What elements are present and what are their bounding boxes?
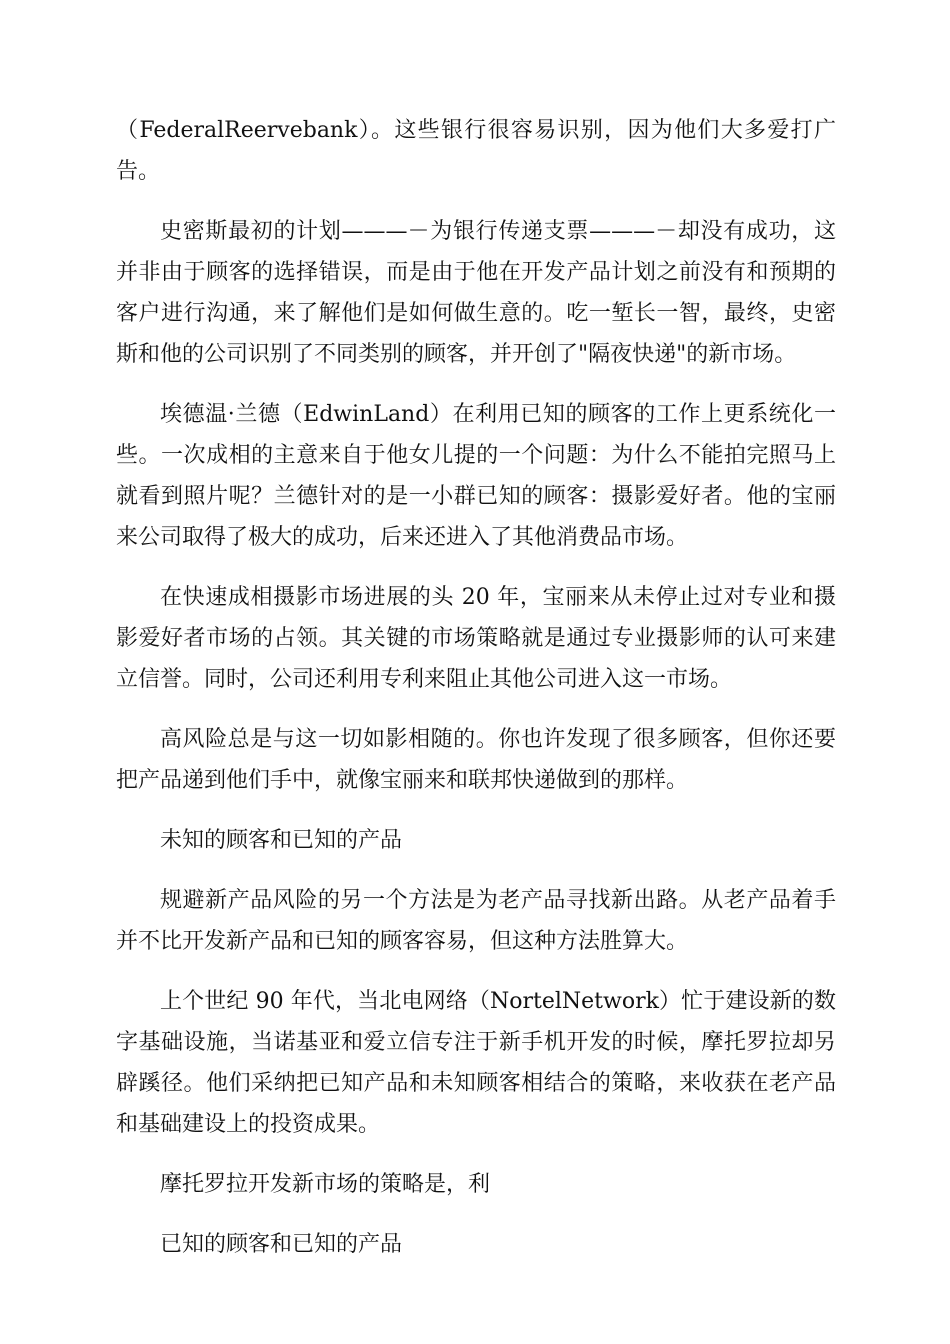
- paragraph-smith-initial-plan: 史密斯最初的计划———－为银行传递支票———－却没有成功，这并非由于顾客的选择错误，而是由于他在开发产品计划之前没有和预期的客户进行沟通，来了解他们是如何做生意的。吃一堑长一智，最终，史密斯和他的公司识别了不同类别的顾客，并开创了"隔夜快递"的新市场。: [116, 219, 836, 367]
- paragraph-polaroid-market: 在快速成相摄影市场进展的头 20 年，宝丽来从未停止过对专业和摄影爱好者市场的占领。其关键的市场策略就是通过专业摄影师的认可来建立信誉。同时，公司还利用专利来阻止其他公司进入这一市场。: [116, 585, 836, 692]
- section-heading-known-customers: 已知的顾客和已知的产品: [160, 1232, 403, 1257]
- paragraph-motorola-1990s: 上个世纪 90 年代，当北电网络（NortelNetwork）忙于建设新的数字基础设施，当诺基亚和爱立信专注于新手机开发的时候，摩托罗拉却另辟蹊径。他们采纳把已知产品和未知顾客相结合的策略，来收获在老产品和基础建设上的投资成果。: [116, 989, 836, 1137]
- paragraph-avoid-new-product-risk: 规避新产品风险的另一个方法是为老产品寻找新出路。从老产品着手并不比开发新产品和已知的顾客容易，但这种方法胜算大。: [116, 888, 836, 954]
- paragraph-federal-reserve-banks: （FederalReervebank）。这些银行很容易识别，因为他们大多爱打广告。: [116, 118, 836, 184]
- paragraph-motorola-strategy: 摩托罗拉开发新市场的策略是，利: [160, 1172, 491, 1197]
- document-body: [116, 110, 836, 1284]
- paragraph-edwin-land: 埃德温·兰德（EdwinLand）在利用已知的顾客的工作上更系统化一些。一次成相的主意来自于他女儿提的一个问题：为什么不能拍完照马上就看到照片呢？兰德针对的是一小群已知的顾客：摄影爱好者。他的宝丽来公司取得了极大的成功，后来还进入了其他消费品市场。: [116, 402, 836, 550]
- paragraph-high-risk: 高风险总是与这一切如影相随的。你也许发现了很多顾客，但你还要把产品递到他们手中，就像宝丽来和联邦快递做到的那样。: [116, 727, 836, 793]
- section-heading-unknown-customers: 未知的顾客和已知的产品: [160, 828, 403, 853]
